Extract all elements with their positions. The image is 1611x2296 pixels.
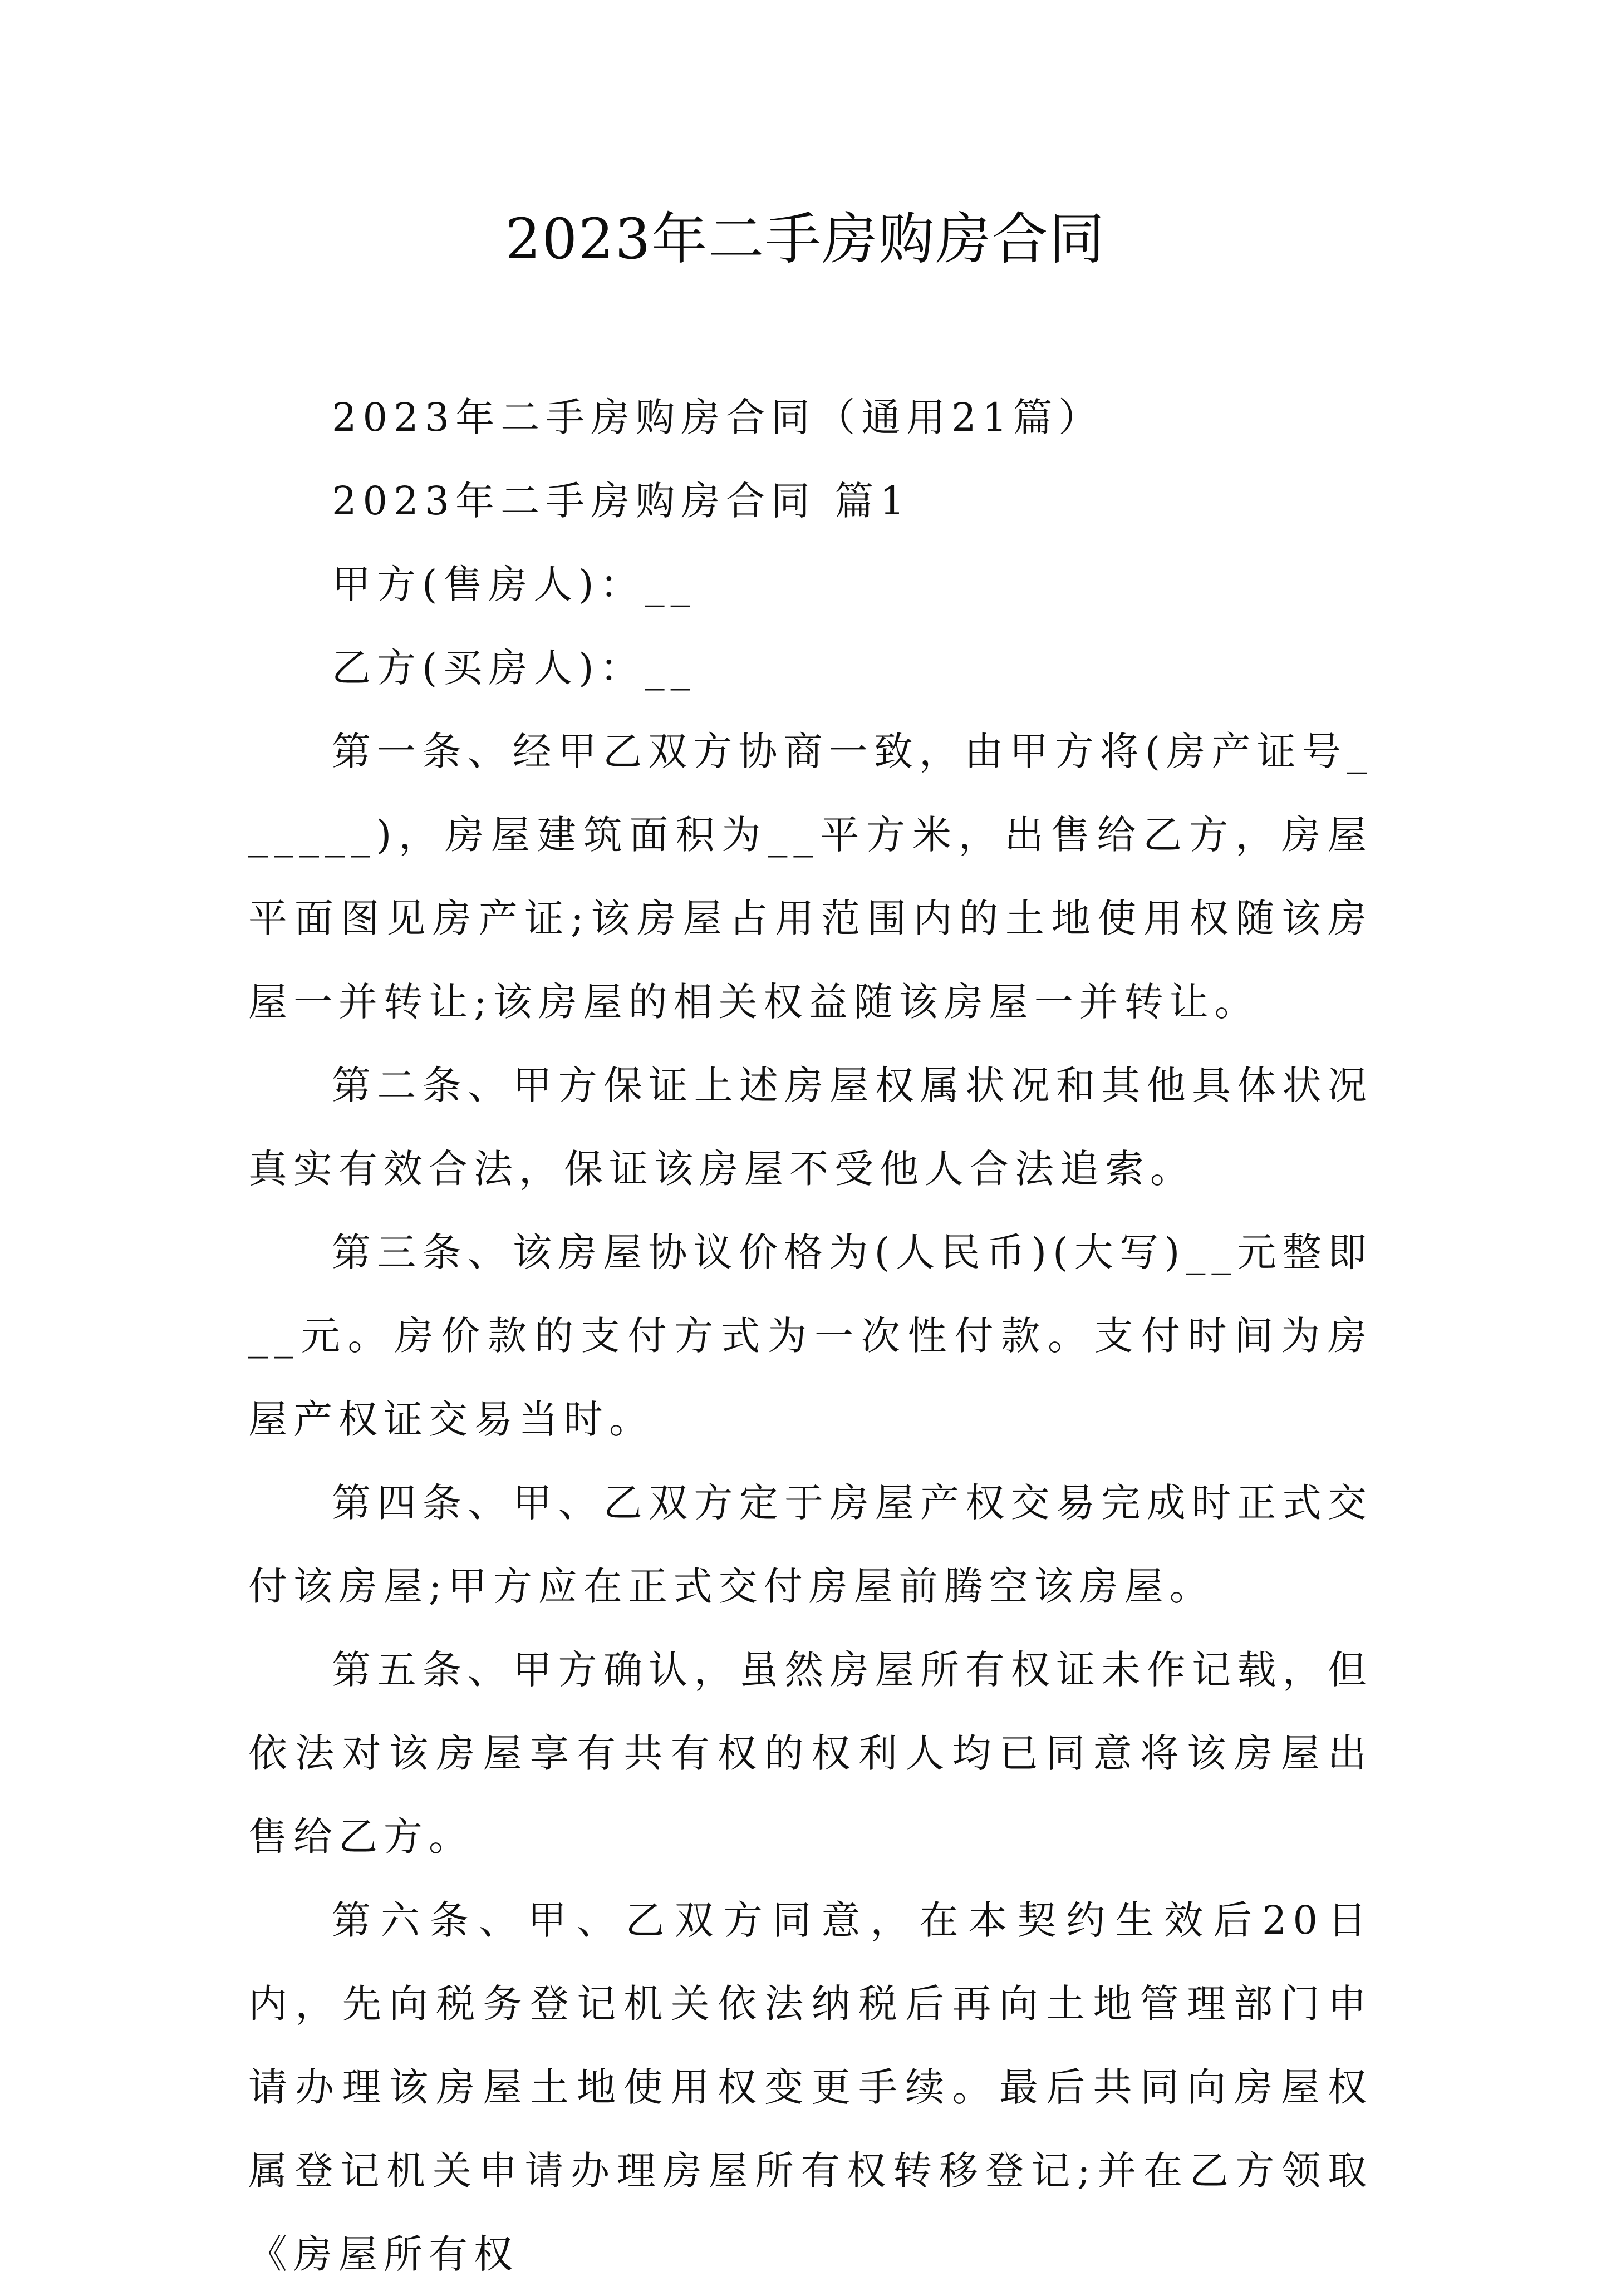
clause-3: 第三条、该房屋协议价格为(人民币)(大写)__元整即__元。房价款的支付方式为一次性付款。支付时间为房屋产权证交易当时。	[248, 1230, 1373, 1442]
document-subtitle: 2023年二手房购房合同（通用21篇）	[332, 395, 1104, 440]
clause-4: 第四条、甲、乙双方定于房屋产权交易完成时正式交付该房屋;甲方应在正式交付房屋前腾空该房屋。	[248, 1480, 1373, 1609]
clause-2: 第二条、甲方保证上述房屋权属状况和其他具体状况真实有效合法，保证该房屋不受他人合法追索。	[248, 1063, 1373, 1192]
party-b-line: 乙方(买房人)：__	[332, 645, 696, 691]
section-heading: 2023年二手房购房合同 篇1	[332, 478, 911, 524]
clause-6: 第六条、甲、乙双方同意，在本契约生效后20日内，先向税务登记机关依法纳税后再向土地管理部门申请办理该房屋土地使用权变更手续。最后共同向房屋权属登记机关申请办理房屋所有权转移登记;并在乙方领取《房屋所有权	[248, 1897, 1373, 2277]
clause-5: 第五条、甲方确认，虽然房屋所有权证未作记载，但依法对该房屋享有共有权的权利人均已同意将该房屋出售给乙方。	[248, 1647, 1373, 1860]
document-title: 2023年二手房购房合同	[505, 207, 1106, 272]
party-a-line: 甲方(售房人)：__	[332, 562, 696, 607]
clause-1: 第一条、经甲乙双方协商一致，由甲方将(房产证号______)，房屋建筑面积为__平方米，出售给乙方，房屋平面图见房产证;该房屋占用范围内的土地使用权随该房屋一并转让;该房屋的相关权益随该房屋一并转让。	[248, 729, 1373, 1025]
document-body	[248, 376, 1373, 2296]
